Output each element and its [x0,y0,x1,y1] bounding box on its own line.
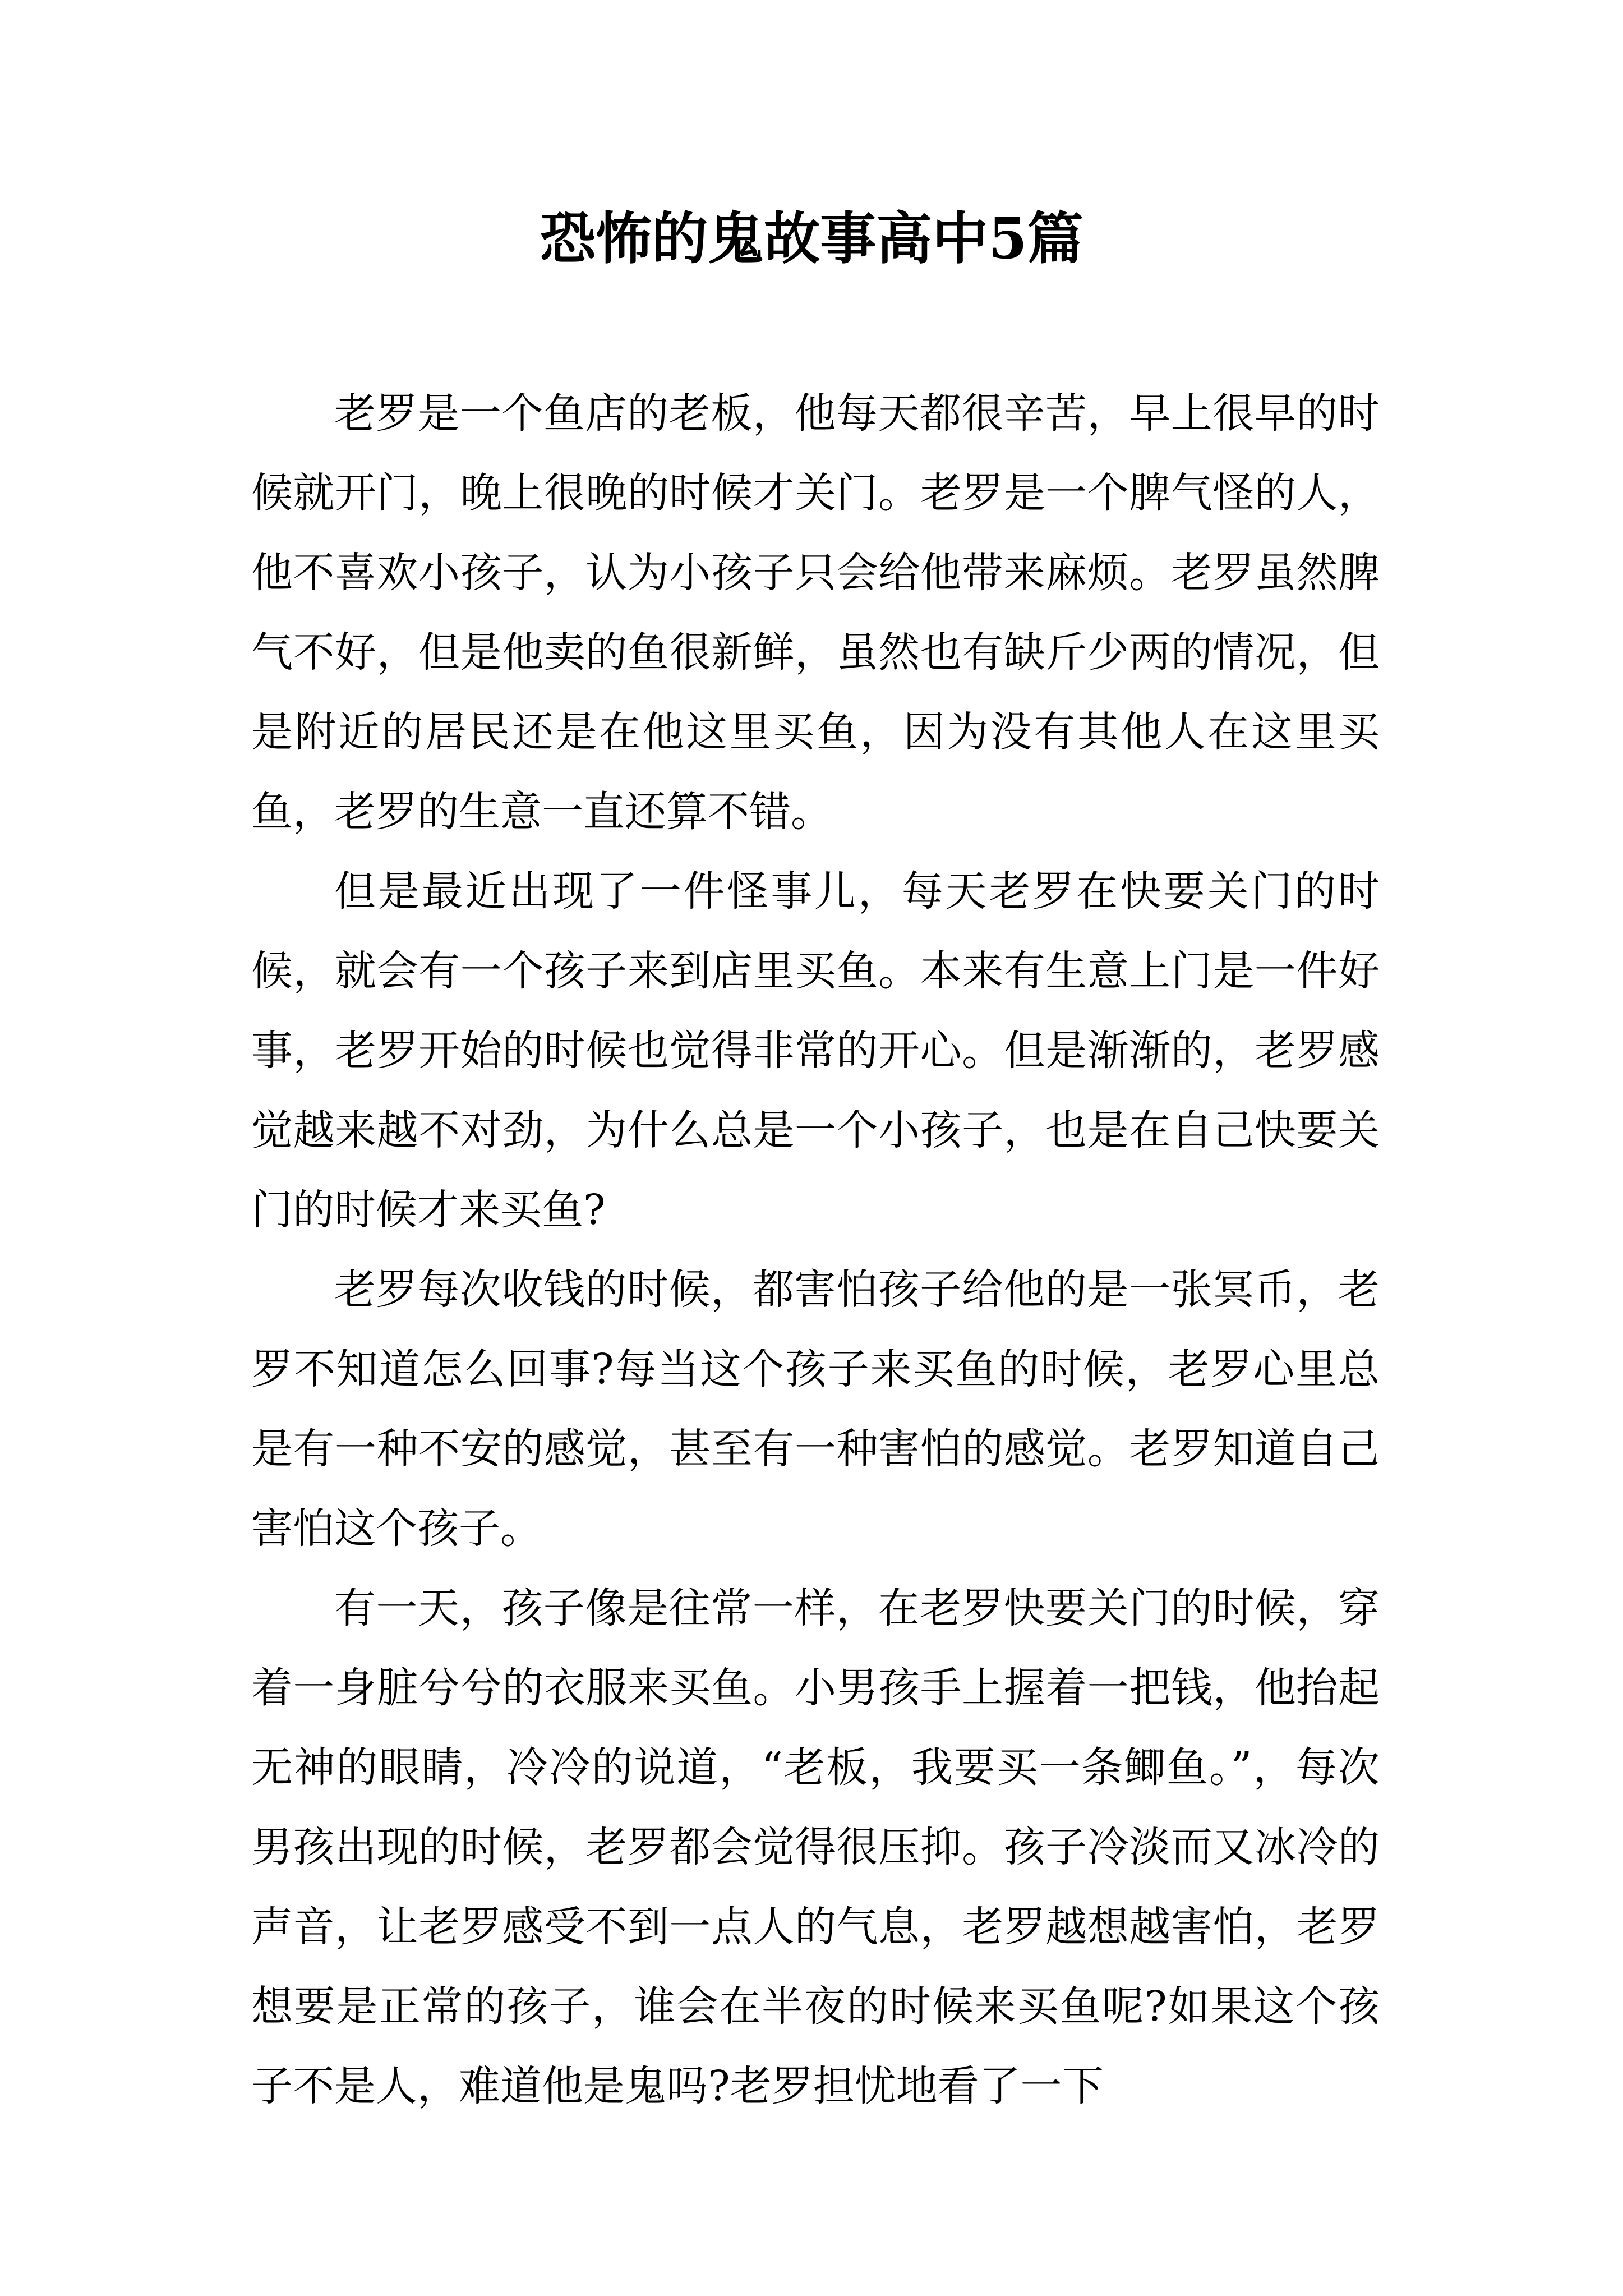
document-title: 恐怖的鬼故事高中5篇 [540,205,1083,272]
paragraph: 老罗是一个鱼店的老板，他每天都很辛苦，早上很早的时候就开门，晚上很晚的时候才关门。老罗是一个脾气怪的人，他不喜欢小孩子，认为小孩子只会给他带来麻烦。老罗虽然脾气不好，但是他卖的鱼很新鲜，虽然也有缺斤少两的情况，但是附近的居民还是在他这里买鱼，因为没有其他人在这里买鱼，老罗的生意一直还算不错。 [251,389,1380,836]
paragraph: 有一天，孩子像是往常一样，在老罗快要关门的时候，穿着一身脏兮兮的衣服来买鱼。小男孩手上握着一把钱，他抬起无神的眼睛，冷冷的说道，“老板，我要买一条鲫鱼。”，每次男孩出现的时候，老罗都会觉得很压抑。孩子冷淡而又冰冷的声音，让老罗感受不到一点人的气息，老罗越想越害怕，老罗想要是正常的孩子，谁会在半夜的时候来买鱼呢?如果这个孩子不是人，难道他是鬼吗?老罗担忧地看了一下 [251,1584,1380,2110]
paragraph: 但是最近出现了一件怪事儿，每天老罗在快要关门的时候，就会有一个孩子来到店里买鱼。本来有生意上门是一件好事，老罗开始的时候也觉得非常的开心。但是渐渐的，老罗感觉越来越不对劲，为什么总是一个小孩子，也是在自己快要关门的时候才来买鱼? [251,867,1380,1234]
document-body [251,374,1380,2126]
paragraph: 老罗每次收钱的时候，都害怕孩子给他的是一张冥币，老罗不知道怎么回事?每当这个孩子来买鱼的时候，老罗心里总是有一种不安的感觉，甚至有一种害怕的感觉。老罗知道自己害怕这个孩子。 [251,1266,1380,1553]
